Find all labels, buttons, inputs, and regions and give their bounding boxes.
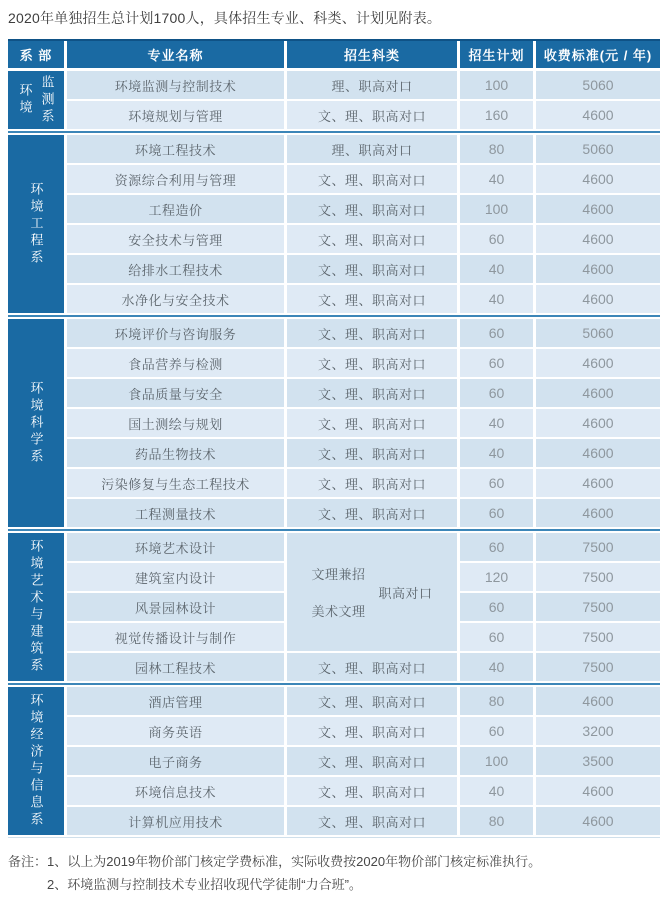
merged-category-content (311, 564, 432, 620)
category-cell: 文、理、职高对口 (287, 101, 457, 129)
major-cell: 环境规划与管理 (67, 101, 284, 129)
fee-cell: 4600 (536, 225, 660, 253)
fee-cell: 5060 (536, 319, 660, 347)
plan-cell: 60 (460, 593, 533, 621)
category-cell: 文、理、职高对口 (287, 285, 457, 313)
category-cell: 文、理、职高对口 (287, 349, 457, 377)
department-cell (8, 533, 64, 681)
plan-cell: 160 (460, 101, 533, 129)
merged-category-line1: 文理兼招 (311, 567, 366, 582)
merged-category-line2: 美术文理 (311, 604, 366, 619)
fee-cell: 4600 (536, 285, 660, 313)
plan-cell: 80 (460, 807, 533, 835)
category-cell: 文、理、职高对口 (287, 409, 457, 437)
major-cell: 电子商务 (67, 747, 284, 775)
category-cell: 文、理、职高对口 (287, 499, 457, 527)
footnote-item: 1、以上为2019年物价部门核定学费标准，实际收费按2020年物价部门核定标准执行。 (47, 854, 542, 869)
department-name-col1: 环境 (17, 83, 33, 117)
plan-cell: 100 (460, 747, 533, 775)
category-cell: 文、理、职高对口 (287, 379, 457, 407)
fee-cell: 4600 (536, 349, 660, 377)
department-cell (8, 135, 64, 313)
category-cell: 文、理、职高对口 (287, 747, 457, 775)
plan-cell: 40 (460, 653, 533, 681)
column-header-major: 专业名称 (67, 41, 284, 68)
fee-cell: 4600 (536, 165, 660, 193)
category-cell: 文、理、职高对口 (287, 807, 457, 835)
fee-cell: 4600 (536, 687, 660, 715)
fee-cell: 7500 (536, 593, 660, 621)
major-cell: 视觉传播设计与制作 (67, 623, 284, 651)
fee-cell: 4600 (536, 409, 660, 437)
section-economy-information (8, 683, 660, 835)
category-cell: 文、理、职高对口 (287, 195, 457, 223)
category-cell: 文、理、职高对口 (287, 687, 457, 715)
fee-cell: 4600 (536, 439, 660, 467)
category-cell: 文、理、职高对口 (287, 165, 457, 193)
plan-cell: 100 (460, 195, 533, 223)
plan-cell: 60 (460, 379, 533, 407)
category-cell: 文、理、职高对口 (287, 777, 457, 805)
category-cell: 文、理、职高对口 (287, 653, 457, 681)
department-name-col1: 环境工程系 (28, 181, 44, 267)
fee-cell: 4600 (536, 379, 660, 407)
merged-category-side: 职高对口 (378, 585, 433, 601)
major-cell: 风景园林设计 (67, 593, 284, 621)
fee-cell: 4600 (536, 255, 660, 283)
plan-cell: 40 (460, 409, 533, 437)
plan-cell: 60 (460, 623, 533, 651)
major-cell: 食品质量与安全 (67, 379, 284, 407)
column-header-department: 系 部 (8, 41, 64, 68)
plan-cell: 40 (460, 439, 533, 467)
plan-cell: 60 (460, 349, 533, 377)
major-cell: 资源综合利用与管理 (67, 165, 284, 193)
plan-cell: 60 (460, 469, 533, 497)
category-cell: 文、理、职高对口 (287, 255, 457, 283)
fee-cell: 4600 (536, 101, 660, 129)
fee-cell: 7500 (536, 563, 660, 591)
fee-cell: 4600 (536, 777, 660, 805)
major-cell: 园林工程技术 (67, 653, 284, 681)
section-science (8, 315, 660, 527)
department-name-col1: 环境科学系 (28, 380, 44, 466)
major-cell: 食品营养与检测 (67, 349, 284, 377)
plan-cell: 120 (460, 563, 533, 591)
fee-cell: 3500 (536, 747, 660, 775)
major-cell: 酒店管理 (67, 687, 284, 715)
category-cell: 文、理、职高对口 (287, 469, 457, 497)
fee-cell: 7500 (536, 533, 660, 561)
department-cell (8, 71, 64, 129)
plan-cell: 40 (460, 165, 533, 193)
column-header-plan: 招生计划 (460, 41, 533, 68)
major-cell: 国土测绘与规划 (67, 409, 284, 437)
page-title: 2020年单独招生总计划1700人，具体招生专业、科类、计划见附表。 (8, 10, 442, 26)
fee-cell: 5060 (536, 135, 660, 163)
column-header-category: 招生科类 (287, 41, 457, 68)
major-cell: 环境艺术设计 (67, 533, 284, 561)
plan-cell: 60 (460, 533, 533, 561)
column-header-fee: 收费标准(元 / 年) (536, 41, 660, 68)
plan-cell: 60 (460, 225, 533, 253)
major-cell: 建筑室内设计 (67, 563, 284, 591)
plan-cell: 60 (460, 499, 533, 527)
major-cell: 环境信息技术 (67, 777, 284, 805)
major-cell: 安全技术与管理 (67, 225, 284, 253)
plan-cell: 80 (460, 135, 533, 163)
category-cell: 文、理、职高对口 (287, 439, 457, 467)
department-cell (8, 687, 64, 835)
table-header-row (8, 39, 660, 68)
category-cell: 文、理、职高对口 (287, 225, 457, 253)
major-cell: 药品生物技术 (67, 439, 284, 467)
department-name-col1: 环境艺术与建筑系 (28, 539, 44, 675)
category-cell: 理、职高对口 (287, 135, 457, 163)
fee-cell: 3200 (536, 717, 660, 745)
major-cell: 商务英语 (67, 717, 284, 745)
major-cell: 环境评价与咨询服务 (67, 319, 284, 347)
major-cell: 工程测量技术 (67, 499, 284, 527)
major-cell: 环境监测与控制技术 (67, 71, 284, 99)
major-cell: 水净化与安全技术 (67, 285, 284, 313)
fee-cell: 4600 (536, 195, 660, 223)
section-art-architecture (8, 529, 660, 681)
department-name-col2: 监测系 (39, 74, 55, 126)
category-cell: 文、理、职高对口 (287, 319, 457, 347)
plan-cell: 40 (460, 255, 533, 283)
section-monitoring (8, 71, 660, 129)
section-engineering (8, 131, 660, 313)
major-cell: 工程造价 (67, 195, 284, 223)
category-cell: 理、职高对口 (287, 71, 457, 99)
plan-cell: 40 (460, 777, 533, 805)
fee-cell: 4600 (536, 807, 660, 835)
department-cell (8, 319, 64, 527)
footnotes (8, 850, 660, 897)
fee-cell: 4600 (536, 499, 660, 527)
fee-cell: 5060 (536, 71, 660, 99)
plan-cell: 40 (460, 285, 533, 313)
plan-cell: 100 (460, 71, 533, 99)
category-cell: 文、理、职高对口 (287, 717, 457, 745)
major-cell: 计算机应用技术 (67, 807, 284, 835)
footnote-item: 2、环境监测与控制技术专业招收现代学徒制“力合班”。 (47, 877, 362, 893)
merged-category-cell (287, 533, 457, 651)
enrollment-table (8, 39, 660, 838)
table-bottom-divider (8, 837, 660, 838)
department-name-col1: 环境经济与信息系 (28, 693, 44, 829)
plan-cell: 60 (460, 319, 533, 347)
major-cell: 给排水工程技术 (67, 255, 284, 283)
fee-cell: 4600 (536, 469, 660, 497)
plan-cell: 80 (460, 687, 533, 715)
footnotes-label: 备注： (8, 854, 48, 869)
plan-cell: 60 (460, 717, 533, 745)
fee-cell: 7500 (536, 653, 660, 681)
major-cell: 环境工程技术 (67, 135, 284, 163)
fee-cell: 7500 (536, 623, 660, 651)
major-cell: 污染修复与生态工程技术 (67, 469, 284, 497)
